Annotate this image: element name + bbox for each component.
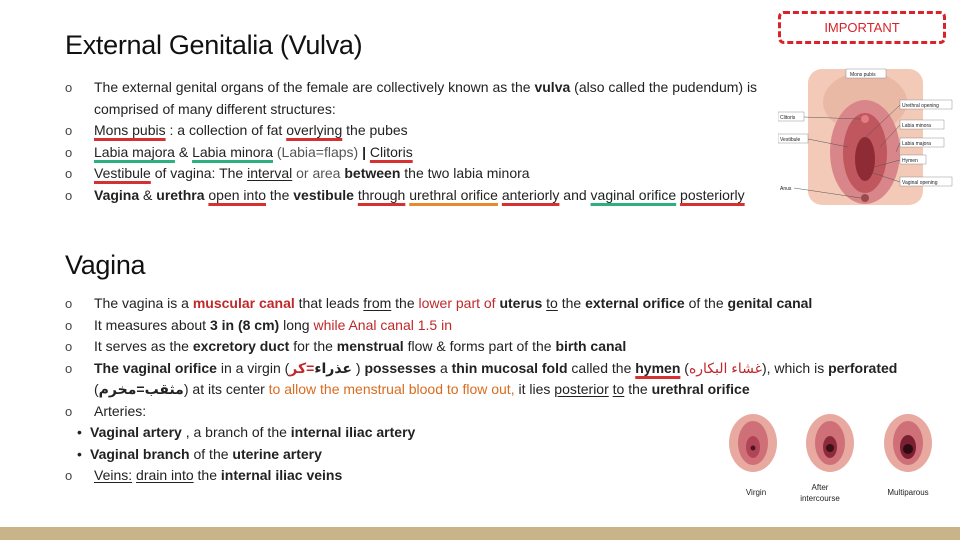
list-item: o Veins: drain into the internal iliac veins (65, 465, 945, 487)
bullet-icon: o (65, 468, 73, 483)
bullet-icon: o (65, 80, 73, 95)
label-hymen: Hymen (902, 158, 918, 164)
bullet-icon: o (65, 296, 73, 311)
sub-list-item: • Vaginal branch of the uterine artery (77, 444, 945, 466)
bullet-icon: o (65, 166, 73, 181)
section-title-vulva: External Genitalia (Vulva) (65, 30, 363, 60)
list-item: o The vaginal orifice in a virgin ( عذراء=كر ) possesses a thin mucosal fold called the hymen (غشاء البكاره), which is perforated (مثقب=مخرم) at its center to allow the menstrual blood to flow out, it lies posterior to the urethral orifice (65, 359, 898, 397)
caption-virgin: Virgin (745, 488, 767, 497)
sub-list-item: • Vaginal artery , a branch of the internal iliac artery (77, 422, 945, 444)
list-item: o Vestibule of vagina: The interval or area between the two labia minora (65, 163, 775, 185)
caption-after: After (811, 483, 829, 492)
label-vaginal-opening: Vaginal opening (902, 180, 938, 186)
multiparous-illustration (884, 414, 932, 472)
list-item: o It measures about 3 in (8 cm) long while Anal canal 1.5 in (65, 315, 945, 337)
label-urethral-opening: Urethral opening (902, 103, 939, 109)
label-labia-minora: Labia minora (902, 123, 931, 129)
bullet-dot-icon: • (77, 445, 82, 462)
bullet-icon: o (65, 339, 73, 354)
label-mons-pubis: Mons pubis (850, 72, 876, 78)
list-item: o Labia majora & Labia minora (Labia=flaps) | Clitoris (65, 142, 775, 164)
footer-bar (0, 527, 960, 540)
list-item: o It serves as the excretory duct for the menstrual flow & forms part of the birth canal (65, 336, 945, 358)
section-title-vagina: Vagina (65, 250, 146, 280)
label-clitoris: Clitoris (780, 115, 796, 121)
bullet-dot-icon: • (77, 424, 82, 440)
vulva-diagram (778, 67, 953, 207)
list-item: o Mons pubis : a collection of fat overlying the pubes (65, 120, 775, 142)
bullet-icon: o (65, 123, 73, 138)
virgin-illustration (729, 414, 777, 472)
bullet-icon: o (65, 360, 73, 376)
hymen-figure (718, 413, 954, 508)
bullet-icon: o (65, 144, 73, 160)
label-anus: Anus (780, 186, 792, 192)
caption-multiparous: Multiparous (887, 488, 929, 497)
label-vestibule: Vestibule (780, 137, 801, 143)
list-item: o Vagina & urethra open into the vestibule through urethral orifice anteriorly and vaginal orifice posteriorly (65, 185, 775, 207)
caption-intercourse: intercourse (800, 494, 840, 503)
list-item: o The external genital organs of the female are collectively known as the vulva (also called the pudendum) is comprised of many different structures: (65, 79, 758, 117)
bullet-icon: o (65, 317, 73, 333)
important-badge: IMPORTANT (778, 11, 946, 44)
after-intercourse-illustration (806, 414, 854, 472)
vulva-bullet-list (65, 77, 775, 206)
bullet-icon: o (65, 403, 73, 419)
label-labia-majora: Labia majora (902, 141, 931, 147)
list-item: o Arteries: • Vaginal artery , a branch of the internal iliac artery • Vaginal branch of the uterine artery (65, 401, 945, 466)
list-item: o The vagina is a muscular canal that leads from the lower part of uterus to the external orifice of the genital canal (65, 293, 945, 315)
bullet-icon: o (65, 187, 73, 203)
